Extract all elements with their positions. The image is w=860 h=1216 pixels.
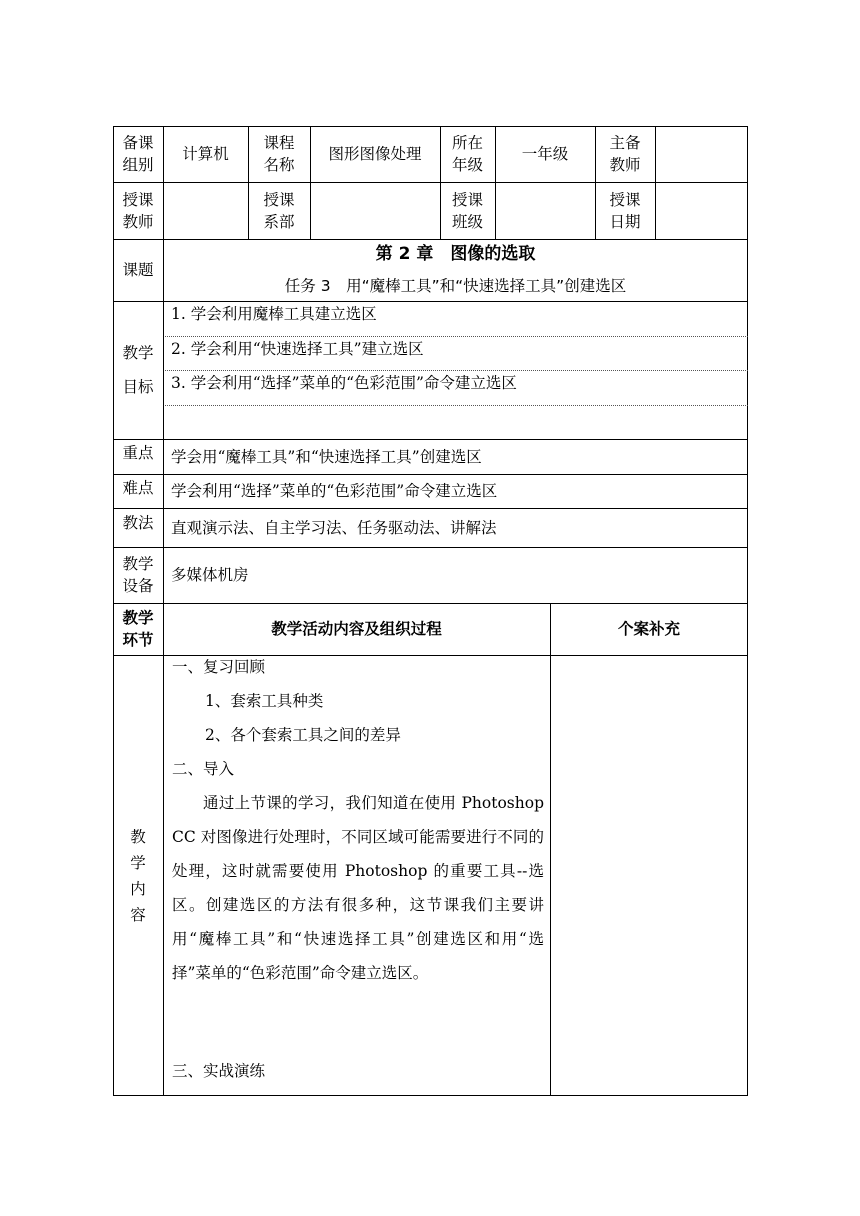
equipment-cell: [163, 547, 550, 603]
topic-label-cell: [113, 239, 163, 301]
group-label: 备课组别: [122, 134, 154, 174]
objective-divider: [163, 405, 748, 406]
content-label-cell: [113, 655, 163, 1096]
chapter-title: 第 2 章 图像的选取: [375, 244, 536, 264]
course-value: 图形图像处理: [328, 145, 422, 163]
content-label: 教学内容: [130, 827, 146, 924]
teacher-label-cell: [113, 182, 163, 239]
dept-value-cell: [310, 182, 440, 239]
topic-label: 课题: [122, 261, 154, 279]
class-label: 授课班级: [451, 190, 483, 231]
supplement-header-cell: [550, 603, 748, 655]
course-label-cell: [248, 126, 310, 182]
lead-label-cell: [595, 126, 655, 182]
dept-label: 授课系部: [263, 190, 295, 231]
teacher-label: 授课教师: [122, 190, 154, 231]
objective-item: 1. 学会利用魔棒工具建立选区: [171, 305, 377, 323]
grade-value: 一年级: [521, 145, 569, 163]
date-value-cell: [655, 182, 748, 239]
method-label-cell: [113, 508, 163, 547]
key-point-label-cell: [113, 439, 163, 474]
class-value-cell: [495, 182, 595, 239]
objective-item: 3. 学会利用“选择”菜单的“色彩范围”命令建立选区: [171, 374, 517, 392]
method-cell: [163, 508, 748, 547]
equipment-label: 教学设备: [122, 555, 154, 595]
difficulty-label: 难点: [122, 479, 154, 497]
intro-paragraph: 通过上节课的学习，我们知道在使用 Photoshop CC 对图像进行处理时，不同区域可能需要进行不同的处理，这时就需要使用 Photoshop 的重要工具--选区。创建选区的方法有很多种，这节课我们主要讲用“魔棒工具”和“快速选择工具”创建选区和用“选择”菜单的“色彩范围”命令建立选区。: [172, 794, 544, 982]
equipment-label-cell: [113, 547, 163, 603]
supplement-cell: [550, 655, 748, 1096]
method-label: 教法: [122, 514, 154, 532]
group-label-cell: [113, 126, 163, 182]
group-value: 计算机: [182, 145, 229, 163]
key-point-cell: [163, 439, 748, 474]
intro-paragraph-block: [172, 786, 544, 990]
practice-title: 三、实战演练: [172, 1062, 266, 1080]
group-value-cell: [163, 126, 248, 182]
objective-item: 2. 学会利用“快速选择工具”建立选区: [171, 340, 424, 358]
class-label-cell: [440, 182, 495, 239]
equipment-value: 多媒体机房: [171, 566, 249, 584]
date-label-cell: [595, 182, 655, 239]
difficulty-label-cell: [113, 474, 163, 508]
objective-divider: [163, 370, 748, 371]
stage-header: 教学环节: [122, 609, 154, 649]
activity-header: 教学活动内容及组织过程: [271, 620, 442, 638]
review-title: 一、复习回顾: [172, 658, 266, 676]
activity-header-cell: [163, 603, 550, 655]
grade-value-cell: [495, 126, 595, 182]
key-point-value: 学会用“魔棒工具”和“快速选择工具”创建选区: [171, 447, 482, 466]
difficulty-value: 学会利用“选择”菜单的“色彩范围”命令建立选区: [171, 482, 498, 500]
date-label: 授课日期: [609, 190, 641, 231]
objectives-label-cell: [113, 301, 163, 439]
grade-label-cell: [440, 126, 495, 182]
review-item: 2、各个套索工具之间的差异: [205, 726, 401, 744]
lead-teacher-label: 主备教师: [609, 134, 641, 174]
course-value-cell: [310, 126, 440, 182]
course-label: 课程名称: [263, 134, 295, 174]
lead-value-cell: [655, 126, 748, 182]
dept-label-cell: [248, 182, 310, 239]
difficulty-cell: [163, 474, 748, 508]
objectives-label: 教学目标: [122, 344, 154, 396]
task-title: 任务 3 用“魔棒工具”和“快速选择工具”创建选区: [284, 277, 627, 295]
stage-header-cell: [113, 603, 163, 655]
method-value: 直观演示法、自主学习法、任务驱动法、讲解法: [171, 518, 497, 537]
row-divider: [113, 301, 748, 302]
objective-divider: [163, 336, 748, 337]
key-point-label: 重点: [122, 444, 154, 462]
supplement-header: 个案补充: [617, 620, 680, 638]
review-item: 1、套索工具种类: [205, 692, 324, 710]
intro-title: 二、导入: [172, 760, 235, 778]
topic-cell: [163, 239, 748, 301]
teacher-value-cell: [163, 182, 248, 239]
grade-label: 所在年级: [451, 134, 483, 174]
